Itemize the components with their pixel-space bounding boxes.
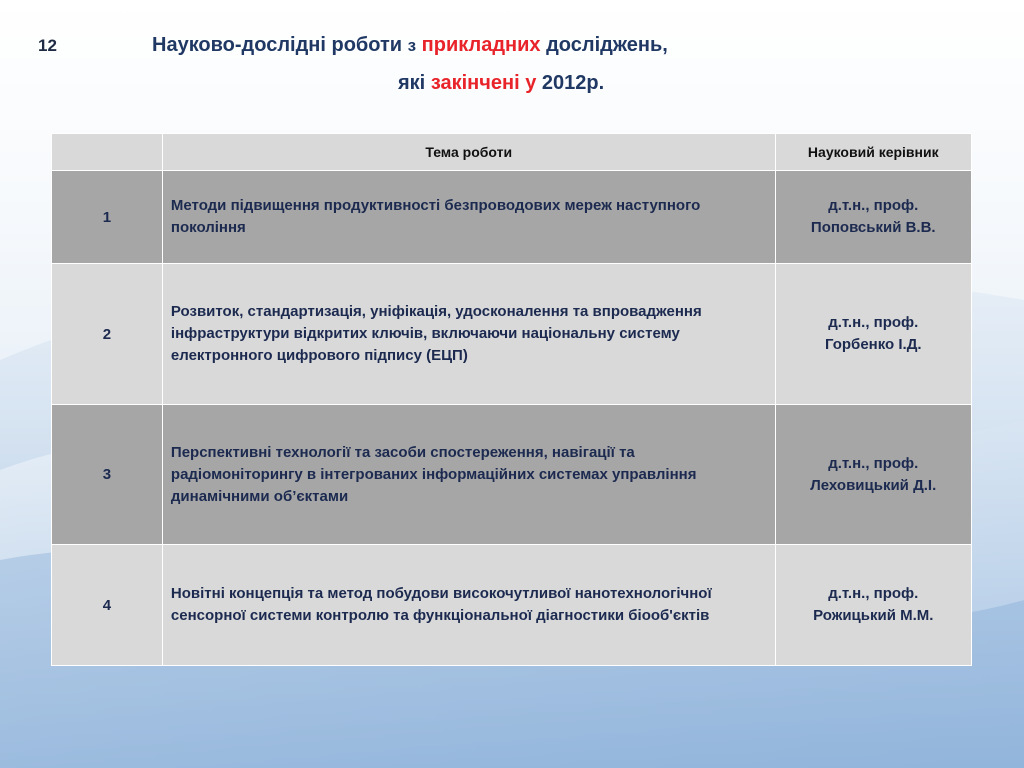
title-text-1: Науково-дослідні роботи [152,34,403,56]
title-accent-completed: закінчені [430,72,520,94]
supervisor-title: д.т.н., проф. [828,454,919,472]
row-topic: Новітні концепція та метод побудови високочутливої нанотехнологічної сенсорної системи контролю та функціональної діагностики біооб'єктів [162,545,775,666]
row-number: 1 [52,171,163,264]
title-line-1 [152,34,668,57]
row-number: 4 [52,545,163,666]
supervisor-title: д.т.н., проф. [828,314,919,331]
title-text-2: досліджень, [546,34,668,56]
row-topic: Перспективні технології та засоби спостереження, навігації та радіомоніторингу в інтегрованих інформаційних системах управління динамічними об’єктами [162,405,775,545]
row-number: 3 [52,405,163,545]
header-supervisor: Науковий керівник [775,134,971,171]
title-text-3: які [398,72,426,94]
title-accent-in: у [525,72,537,94]
row-number: 2 [52,264,163,405]
supervisor-name: Леховицький Д.І. [810,476,937,494]
row-supervisor [775,264,971,405]
table-row [52,171,972,264]
title-preposition: з [407,36,417,55]
title-year: 2012р. [541,72,605,94]
header-topic: Тема роботи [162,134,775,171]
table-header-row [52,134,972,171]
table-row [52,545,972,666]
row-supervisor [775,171,971,264]
table-row [52,264,972,405]
works-table [51,133,972,666]
supervisor-name: Горбенко І.Д. [824,336,922,353]
row-topic: Розвиток, стандартизація, уніфікація, удосконалення та впровадження інфраструктури відкритих ключів, включаючи національну систему електронного цифрового підпису (ЕЦП) [162,264,775,405]
supervisor-name: Рожицький М.М. [813,607,934,624]
row-supervisor [775,545,971,666]
supervisor-title: д.т.н., проф. [828,197,919,214]
supervisor-title: д.т.н., проф. [828,585,919,602]
title-accent-applied: прикладних [421,34,541,56]
supervisor-name: Поповський В.В. [810,219,936,236]
row-topic: Методи підвищення продуктивності безпроводових мереж наступного покоління [162,171,775,264]
slide-number: 12 [38,36,57,55]
title-line-2 [398,72,604,95]
row-supervisor [775,405,971,545]
table-row [52,405,972,545]
header-number [52,134,163,171]
